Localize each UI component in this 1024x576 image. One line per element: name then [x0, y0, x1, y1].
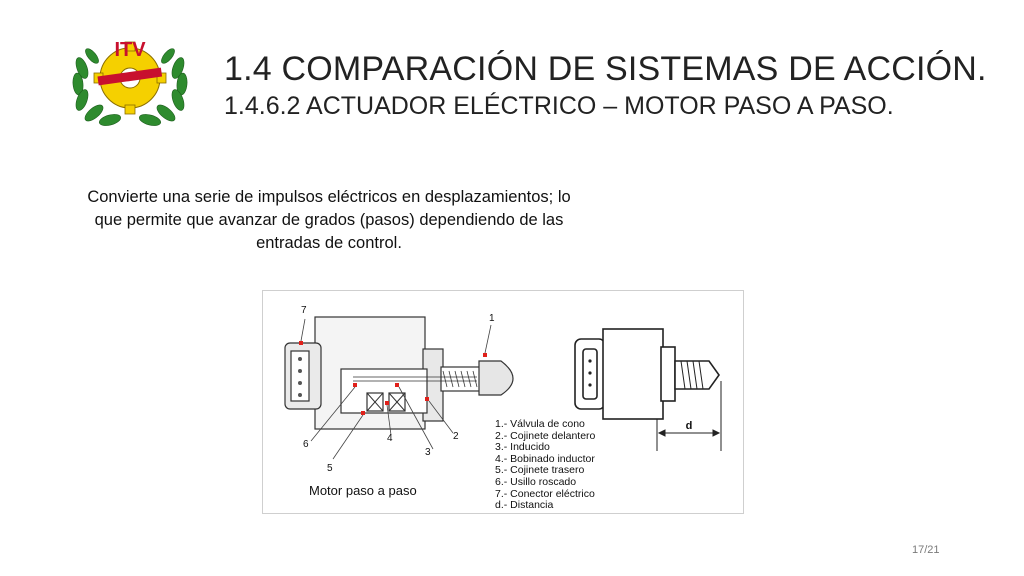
callout-1: 1	[489, 313, 495, 324]
itv-logo	[68, 28, 192, 128]
legend-item: 1.- Válvula de cono	[495, 418, 585, 430]
stepper-motor-figure	[262, 290, 744, 514]
callout-6: 6	[303, 439, 309, 450]
legend-item: 6.- Usillo roscado	[495, 475, 577, 488]
legend-item: 4.- Bobinado inductor	[495, 452, 595, 465]
callout-5: 5	[327, 463, 333, 474]
page-number: 17/21	[912, 544, 940, 556]
figure-legend	[495, 419, 595, 512]
callout-3: 3	[425, 447, 431, 458]
callout-7: 7	[301, 305, 307, 316]
callout-2: 2	[453, 431, 459, 442]
description-text: Convierte una serie de impulsos eléctricos en desplazamientos; lo que permite que avanzar de grados (pasos) dependiendo de las entradas de control.	[87, 188, 571, 252]
legend-item: 2.- Cojinete delantero	[495, 429, 596, 442]
legend-item: 7.- Conector eléctrico	[495, 487, 595, 500]
legend-item: d.- Distancia	[495, 499, 554, 512]
figure-caption: Motor paso a paso	[309, 483, 417, 498]
page-title: 1.4 COMPARACIÓN DE SISTEMAS DE ACCIÓN.	[224, 50, 987, 88]
legend-item: 3.- Inducido	[495, 441, 550, 454]
legend-item: 5.- Cojinete trasero	[495, 464, 585, 477]
callout-4: 4	[387, 433, 393, 444]
page-subtitle: 1.4.6.2 ACTUADOR ELÉCTRICO – MOTOR PASO A PASO.	[224, 92, 894, 120]
logo-text: ITV	[114, 39, 146, 61]
dimension-d-label: d	[685, 420, 693, 432]
